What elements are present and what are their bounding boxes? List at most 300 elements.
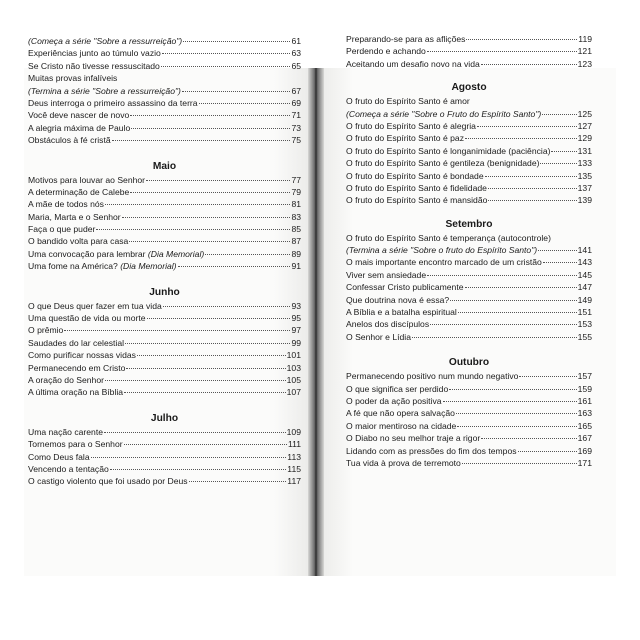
right-toc-column xyxy=(346,33,592,469)
toc-page-number: 167 xyxy=(577,433,592,444)
toc-entry-italic-note: (Dia Memorial) xyxy=(147,248,205,259)
toc-page-number: 99 xyxy=(291,337,301,348)
toc-entry xyxy=(28,451,301,463)
toc-page-number: 157 xyxy=(577,371,592,382)
toc-entry xyxy=(28,426,301,438)
dot-leader xyxy=(412,337,577,338)
toc-entry-title xyxy=(346,370,518,382)
toc-page-number: 131 xyxy=(577,145,592,156)
toc-entry xyxy=(346,294,592,306)
toc-entry-title-text: Perdendo e achando xyxy=(346,46,426,57)
toc-entry-title-text: O Diabo no seu melhor traje a rigor xyxy=(346,433,481,444)
dot-leader xyxy=(131,128,290,129)
toc-entry-title-text: Faça o que puder xyxy=(28,224,96,235)
dot-leader xyxy=(110,469,287,470)
toc-section-maio xyxy=(28,174,301,273)
toc-entry-title xyxy=(346,445,517,457)
toc-entry xyxy=(28,109,301,121)
toc-entry-title-text: Uma nação carente xyxy=(28,426,103,437)
toc-entry-title-text: A alegria máxima de Paulo xyxy=(28,122,131,133)
toc-entry-title xyxy=(346,157,539,169)
toc-entry xyxy=(28,72,301,84)
section-heading-julho: Julho xyxy=(150,412,179,424)
toc-entry-title xyxy=(346,145,550,157)
toc-entry-title xyxy=(346,45,426,57)
dot-leader xyxy=(465,138,577,139)
dot-leader xyxy=(481,64,577,65)
toc-entry xyxy=(346,33,592,45)
toc-entry-title-text: Experiências junto ao túmulo vazio xyxy=(28,48,161,59)
toc-entry-title-text: A Bíblia e a batalha espiritual xyxy=(346,307,457,318)
toc-entry xyxy=(346,306,592,318)
toc-entry-title-text: Tornemos para o Senhor xyxy=(28,439,123,450)
toc-entry xyxy=(28,374,301,386)
toc-entry-title xyxy=(28,475,188,487)
toc-entry-title xyxy=(28,60,160,72)
toc-entry-title xyxy=(346,232,592,244)
dot-leader xyxy=(146,180,290,181)
toc-entry xyxy=(28,60,301,72)
dot-leader xyxy=(430,324,577,325)
toc-section-julho-continued xyxy=(346,33,592,70)
toc-entry-title xyxy=(346,244,537,256)
toc-entry-title-text: Uma fome na América? xyxy=(28,261,121,272)
toc-entry-title-text: O fruto do Espírito Santo é longanimidade (paciência) xyxy=(346,145,551,156)
toc-entry-title xyxy=(28,109,129,121)
toc-section-outubro xyxy=(346,370,592,469)
toc-entry-title-text: A mãe de todos nós xyxy=(28,199,104,210)
toc-page-number: 109 xyxy=(286,426,301,437)
dot-leader xyxy=(518,451,577,452)
left-toc-column xyxy=(28,35,301,488)
toc-entry-title-text: O prêmio xyxy=(28,325,64,336)
toc-entry-title-text: Muitas provas infalíveis xyxy=(28,73,118,84)
toc-page-number: 89 xyxy=(291,248,301,259)
toc-page-number: 129 xyxy=(577,133,592,144)
toc-entry xyxy=(346,170,592,182)
toc-entry-title-text: O fruto do Espírito Santo é fidelidade xyxy=(346,182,487,193)
toc-entry xyxy=(346,281,592,293)
dot-leader xyxy=(104,432,286,433)
toc-entry-title-text: Que doutrina nova é essa? xyxy=(346,294,450,305)
toc-entry-title xyxy=(346,457,461,469)
toc-entry xyxy=(346,445,592,457)
dot-leader xyxy=(125,343,290,344)
toc-entry-title xyxy=(28,122,130,134)
toc-entry-title-text: Como Deus fala xyxy=(28,451,90,462)
toc-entry xyxy=(28,186,301,198)
toc-entry-italic-note: (Começa a série "Sobre o Fruto do Espírito Santo") xyxy=(346,108,542,119)
toc-section-agosto xyxy=(346,95,592,207)
dot-leader xyxy=(183,41,290,42)
toc-entry-title xyxy=(28,35,182,47)
section-heading-setembro: Setembro xyxy=(445,218,493,230)
toc-entry-title-text: O Senhor e Lídia xyxy=(346,331,411,342)
toc-entry xyxy=(28,122,301,134)
toc-entry xyxy=(28,260,301,272)
toc-page-number: 127 xyxy=(577,120,592,131)
toc-page-number: 101 xyxy=(286,350,301,361)
toc-entry xyxy=(28,174,301,186)
toc-page-number: 135 xyxy=(577,170,592,181)
dot-leader xyxy=(538,250,577,251)
dot-leader xyxy=(443,401,577,402)
toc-entry-title xyxy=(28,174,145,186)
toc-entry xyxy=(28,337,301,349)
toc-entry-title xyxy=(346,108,541,120)
toc-entry-title-text: Deus interroga o primeiro assassino da terra xyxy=(28,97,198,108)
toc-page-number: 111 xyxy=(287,439,301,450)
toc-entry-title-text: Saudades do lar celestial xyxy=(28,337,125,348)
dot-leader xyxy=(485,176,577,177)
toc-entry-title xyxy=(28,463,109,475)
toc-entry xyxy=(346,145,592,157)
toc-page-number: 95 xyxy=(291,313,301,324)
toc-page-number: 133 xyxy=(577,158,592,169)
toc-entry-title xyxy=(28,198,104,210)
toc-page-number: 123 xyxy=(577,58,592,69)
toc-entry-italic-note: (Começa a série "Sobre a ressurreição") xyxy=(28,36,183,46)
toc-entry xyxy=(28,438,301,450)
toc-page-number: 113 xyxy=(287,451,301,462)
toc-page-number: 93 xyxy=(291,300,301,311)
toc-entry-title-text: O fruto do Espírito Santo é alegria xyxy=(346,120,476,131)
toc-entry-title xyxy=(346,407,455,419)
toc-entry-italic-note: (Termina a série "Sobre a ressurreição") xyxy=(28,85,181,96)
dot-leader xyxy=(130,192,290,193)
toc-entry-title xyxy=(346,194,487,206)
toc-entry xyxy=(28,223,301,235)
dot-leader xyxy=(96,229,290,230)
toc-entry-title-text: O fruto do Espírito Santo é gentileza (benignidade) xyxy=(346,158,540,169)
dot-leader xyxy=(462,463,577,464)
toc-entry-italic-note: (Dia Memorial) xyxy=(120,261,177,272)
toc-entry-title-text: Anelos dos discípulos xyxy=(346,319,430,330)
toc-entry-title-text: Aceitando um desafio novo na vida xyxy=(346,58,480,69)
toc-entry-title xyxy=(28,85,181,97)
toc-entry-title-text: Vencendo a tentação xyxy=(28,463,109,474)
toc-entry xyxy=(346,120,592,132)
toc-page-number: 161 xyxy=(577,395,592,406)
toc-entry-title-text: O bandido volta para casa xyxy=(28,236,129,247)
toc-entry xyxy=(28,198,301,210)
toc-page-number: 81 xyxy=(291,199,301,210)
toc-entry xyxy=(28,47,301,59)
toc-entry xyxy=(346,383,592,395)
toc-entry xyxy=(346,395,592,407)
toc-entry-title xyxy=(28,312,146,324)
dot-leader xyxy=(488,188,577,189)
toc-entry-title xyxy=(28,248,204,260)
dot-leader xyxy=(124,392,286,393)
dot-leader xyxy=(112,140,291,141)
toc-entry-title xyxy=(346,58,480,70)
toc-entry-title xyxy=(28,211,121,223)
toc-entry-title xyxy=(28,386,123,398)
dot-leader xyxy=(182,91,291,92)
toc-entry-title xyxy=(28,260,177,272)
toc-entry-title-text: Uma questão de vida ou morte xyxy=(28,313,146,324)
toc-section-setembro xyxy=(346,232,592,344)
toc-page-number: 169 xyxy=(577,445,592,456)
dot-leader xyxy=(91,457,287,458)
toc-entry xyxy=(28,211,301,223)
toc-page-number: 77 xyxy=(291,174,301,185)
toc-entry xyxy=(28,324,301,336)
toc-entry-title xyxy=(346,432,480,444)
toc-entry-title xyxy=(28,72,301,84)
toc-page-number: 83 xyxy=(291,211,301,222)
toc-page-number: 85 xyxy=(291,224,301,235)
toc-page-number: 69 xyxy=(291,97,301,108)
dot-leader xyxy=(477,126,577,127)
toc-entry-title xyxy=(346,383,448,395)
toc-entry-title-text: Tua vida à prova de terremoto xyxy=(346,457,461,468)
toc-page-number: 79 xyxy=(291,186,301,197)
toc-entry-title-text: Obstáculos à fé cristã xyxy=(28,135,111,146)
toc-page-number: 163 xyxy=(577,408,592,419)
toc-entry-title xyxy=(28,97,198,109)
toc-page-number: 171 xyxy=(577,457,592,468)
toc-entry-title xyxy=(28,134,111,146)
toc-page-number: 145 xyxy=(577,269,592,280)
toc-entry-title xyxy=(346,132,464,144)
dot-leader xyxy=(450,300,576,301)
toc-entry-title-text: O fruto do Espírito Santo é bondade xyxy=(346,170,484,181)
toc-entry-title xyxy=(28,300,162,312)
dot-leader xyxy=(126,368,285,369)
toc-entry-title xyxy=(346,331,411,343)
dot-leader xyxy=(122,217,291,218)
dot-leader xyxy=(449,389,576,390)
dot-leader xyxy=(124,444,287,445)
dot-leader xyxy=(161,66,291,67)
toc-page-number: 151 xyxy=(577,307,592,318)
toc-entry-title-text: Você deve nascer de novo xyxy=(28,110,130,121)
toc-entry xyxy=(28,85,301,97)
toc-page-number: 103 xyxy=(286,362,301,373)
section-heading-junho: Junho xyxy=(149,286,180,298)
dot-leader xyxy=(105,204,290,205)
toc-page-number: 121 xyxy=(577,46,592,57)
toc-entry-title xyxy=(346,256,542,268)
toc-entry-title-text: O fruto do Espírito Santo é paz xyxy=(346,133,464,144)
toc-entry xyxy=(28,300,301,312)
toc-page-number: 147 xyxy=(577,282,592,293)
toc-entry xyxy=(346,244,592,256)
dot-leader xyxy=(519,376,576,377)
dot-leader xyxy=(162,53,291,54)
dot-leader xyxy=(488,200,576,201)
toc-entry-title xyxy=(346,33,465,45)
toc-entry xyxy=(28,349,301,361)
dot-leader xyxy=(458,312,577,313)
toc-entry xyxy=(346,108,592,120)
dot-leader xyxy=(130,115,290,116)
toc-entry-title-text: Como purificar nossas vidas xyxy=(28,350,136,361)
toc-page-number: 141 xyxy=(577,245,592,256)
toc-entry-title-text: A fé que não opera salvação xyxy=(346,408,455,419)
toc-page-number: 107 xyxy=(286,387,301,398)
toc-section-julho xyxy=(28,426,301,488)
toc-page-number: 153 xyxy=(577,319,592,330)
toc-entry-title xyxy=(346,281,464,293)
toc-entry-title xyxy=(346,306,457,318)
dot-leader xyxy=(147,318,291,319)
toc-page-number: 119 xyxy=(578,34,592,44)
toc-entry xyxy=(346,256,592,268)
toc-entry xyxy=(346,370,592,382)
dot-leader xyxy=(540,163,576,164)
toc-entry xyxy=(28,235,301,247)
toc-entry-title-text: Permanecendo em Cristo xyxy=(28,362,126,373)
toc-entry xyxy=(346,331,592,343)
toc-entry-title-text: Permanecendo positivo num mundo negativo xyxy=(346,371,519,382)
dot-leader xyxy=(205,254,290,255)
toc-page-number: 115 xyxy=(287,463,301,474)
dot-leader xyxy=(199,103,291,104)
toc-entry-title-text: O fruto do Espírito Santo é amor xyxy=(346,96,470,107)
toc-page-number: 65 xyxy=(291,60,301,71)
toc-entry-title xyxy=(346,395,442,407)
toc-page-number: 73 xyxy=(291,122,301,133)
toc-entry-title-text: O maior mentiroso na cidade xyxy=(346,420,457,431)
toc-entry-title xyxy=(346,420,456,432)
toc-page-number: 137 xyxy=(577,182,592,193)
toc-entry xyxy=(346,95,592,107)
toc-entry-title xyxy=(28,235,128,247)
toc-page-number: 159 xyxy=(577,383,592,394)
toc-entry xyxy=(28,386,301,398)
toc-entry xyxy=(346,269,592,281)
dot-leader xyxy=(466,39,577,40)
dot-leader xyxy=(64,330,290,331)
section-heading-outubro: Outubro xyxy=(448,357,490,369)
toc-entry xyxy=(28,362,301,374)
toc-entry-title-text: Preparando-se para as aflições xyxy=(346,34,466,44)
toc-page-number: 71 xyxy=(291,110,301,121)
toc-entry-title xyxy=(28,47,161,59)
section-heading-agosto: Agosto xyxy=(451,82,487,94)
toc-entry-title xyxy=(346,318,429,330)
toc-entry xyxy=(346,407,592,419)
toc-entry-title-text: Motivos para louvar ao Senhor xyxy=(28,174,146,185)
toc-entry xyxy=(346,157,592,169)
toc-entry xyxy=(28,248,301,260)
toc-entry-title-text: Lidando com as pressões do fim dos tempos xyxy=(346,445,517,456)
toc-page-number: 149 xyxy=(577,294,592,305)
toc-entry xyxy=(346,182,592,194)
toc-section-april-continued xyxy=(28,35,301,147)
book-gutter xyxy=(308,68,324,576)
toc-entry xyxy=(28,475,301,487)
toc-entry-title-text: O fruto do Espírito Santo é mansidão xyxy=(346,195,488,206)
toc-entry-title-text: Se Cristo não tivesse ressuscitado xyxy=(28,60,160,71)
toc-entry xyxy=(346,58,592,70)
toc-entry-title xyxy=(28,349,136,361)
toc-entry-title xyxy=(28,374,104,386)
dot-leader xyxy=(427,51,577,52)
toc-entry-title-text: O fruto do Espírito Santo é temperança (autocontrole) xyxy=(346,232,551,243)
toc-page-number: 117 xyxy=(287,476,301,487)
toc-entry-title xyxy=(28,337,124,349)
toc-entry xyxy=(346,432,592,444)
dot-leader xyxy=(137,355,286,356)
toc-page-number: 143 xyxy=(577,257,592,268)
dot-leader xyxy=(551,151,576,152)
toc-entry-title-text: A oração do Senhor xyxy=(28,374,104,385)
toc-page-number: 67 xyxy=(291,85,301,96)
toc-entry-title-text: O poder da ação positiva xyxy=(346,395,442,406)
toc-page-number: 61 xyxy=(291,36,301,46)
dot-leader xyxy=(456,413,577,414)
toc-page-number: 155 xyxy=(577,331,592,342)
dot-leader xyxy=(481,438,576,439)
toc-page-number: 165 xyxy=(577,420,592,431)
toc-entry-title xyxy=(346,120,476,132)
toc-entry-italic-note: (Termina a série "Sobre o fruto do Espírito Santo") xyxy=(346,245,538,256)
dot-leader xyxy=(465,287,577,288)
toc-page-number: 87 xyxy=(291,236,301,247)
toc-entry xyxy=(28,463,301,475)
toc-entry xyxy=(346,232,592,244)
toc-entry-title xyxy=(28,438,123,450)
toc-page-number: 105 xyxy=(286,374,301,385)
toc-entry xyxy=(28,312,301,324)
toc-entry xyxy=(28,35,301,47)
toc-page-number: 125 xyxy=(577,108,592,119)
toc-entry-title-text: A determinação de Calebe xyxy=(28,186,130,197)
toc-entry xyxy=(346,132,592,144)
toc-entry xyxy=(346,194,592,206)
dot-leader xyxy=(542,114,576,115)
toc-entry-title-text: O castigo violento que foi usado por Deus xyxy=(28,476,188,487)
toc-entry-title xyxy=(346,170,484,182)
toc-entry-title xyxy=(346,95,592,107)
toc-section-junho xyxy=(28,300,301,399)
toc-entry-title-text: O mais importante encontro marcado de um cristão xyxy=(346,257,542,268)
dot-leader xyxy=(105,380,286,381)
toc-entry-title xyxy=(28,426,103,438)
toc-entry-title xyxy=(28,324,63,336)
dot-leader xyxy=(178,266,291,267)
toc-entry xyxy=(346,420,592,432)
dot-leader xyxy=(543,262,577,263)
toc-entry-title-text: O que significa ser perdido xyxy=(346,383,449,394)
section-heading-maio: Maio xyxy=(152,160,177,172)
dot-leader xyxy=(427,275,577,276)
dot-leader xyxy=(163,306,291,307)
toc-entry-title xyxy=(28,362,125,374)
toc-entry xyxy=(346,45,592,57)
dot-leader xyxy=(457,426,576,427)
toc-entry xyxy=(346,457,592,469)
dot-leader xyxy=(189,481,287,482)
toc-entry-title xyxy=(346,182,487,194)
toc-entry-title xyxy=(28,223,95,235)
dot-leader xyxy=(129,241,290,242)
toc-entry-title-text: A última oração na Bíblia xyxy=(28,387,124,398)
toc-page-number: 91 xyxy=(291,261,301,272)
toc-entry-title xyxy=(346,269,426,281)
toc-page-number: 75 xyxy=(291,135,301,146)
toc-page-number: 139 xyxy=(577,195,592,206)
toc-entry-title-text: O que Deus quer fazer em tua vida xyxy=(28,300,162,311)
toc-entry-title-text: Uma convocação para lembrar xyxy=(28,248,148,259)
toc-entry-title-text: Maria, Marta e o Senhor xyxy=(28,211,121,222)
toc-entry-title xyxy=(346,294,449,306)
toc-page-number: 63 xyxy=(291,48,301,59)
